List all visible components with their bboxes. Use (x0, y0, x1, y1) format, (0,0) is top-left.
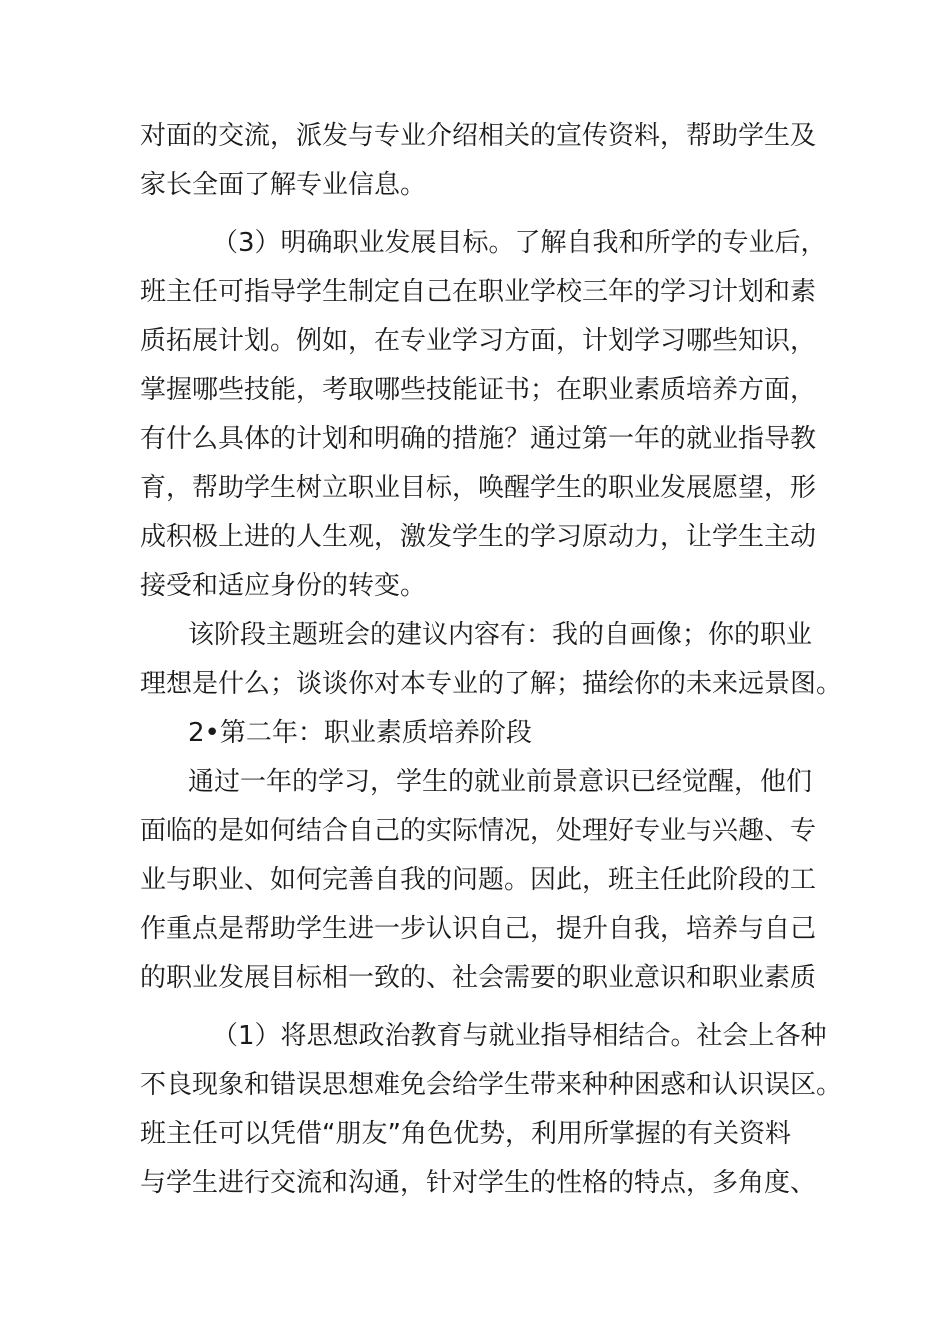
text-line: 班主任可以凭借“朋友”角色优势，利用所掌握的有关资料 (140, 1119, 791, 1149)
text-line: 该阶段主题班会的建议内容有：我的自画像；你的职业 (188, 620, 813, 650)
text-line: 与学生进行交流和沟通，针对学生的性格的特点，多角度、 (140, 1168, 817, 1198)
body-text (140, 112, 843, 1208)
text-line: 接受和适应身份的转变。 (140, 571, 427, 601)
text-line: 作重点是帮助学生进一步认识自己，提升自我，培养与自己 (140, 914, 817, 944)
text-line: 育，帮助学生树立职业目标，唤醒学生的职业发展愿望，形 (140, 473, 817, 503)
text-line: 面临的是如何结合自己的实际情况，处理好专业与兴趣、专 (140, 816, 817, 846)
text-line: 的职业发展目标相一致的、社会需要的职业意识和职业素质 (140, 963, 817, 993)
text-line: 成积极上进的人生观，激发学生的学习原动力，让学生主动 (140, 522, 817, 552)
text-line: 通过一年的学习，学生的就业前景意识已经觉醒，他们 (188, 767, 813, 797)
text-line: 对面的交流，派发与专业介绍相关的宣传资料，帮助学生及 (140, 121, 817, 151)
text-line: 理想是什么；谈谈你对本专业的了解；描绘你的未来远景图。 (140, 669, 843, 699)
section-heading: 2•第二年：职业素质培养阶段 (188, 718, 532, 748)
text-line: 有什么具体的计划和明确的措施？通过第一年的就业指导教 (140, 424, 817, 454)
text-line: （3）明确职业发展目标。了解自我和所学的专业后， (212, 228, 827, 258)
text-line: （1）将思想政治教育与就业指导相结合。社会上各种 (212, 1021, 827, 1051)
text-line: 质拓展计划。例如，在专业学习方面，计划学习哪些知识， (140, 326, 817, 356)
text-line: 班主任可指导学生制定自己在职业学校三年的学习计划和素 (140, 277, 817, 307)
text-line: 不良现象和错误思想难免会给学生带来种种困惑和认识误区。 (140, 1070, 843, 1100)
text-line: 掌握哪些技能，考取哪些技能证书；在职业素质培养方面， (140, 375, 817, 405)
text-line: 业与职业、如何完善自我的问题。因此，班主任此阶段的工 (140, 865, 817, 895)
text-line: 家长全面了解专业信息。 (140, 170, 427, 200)
